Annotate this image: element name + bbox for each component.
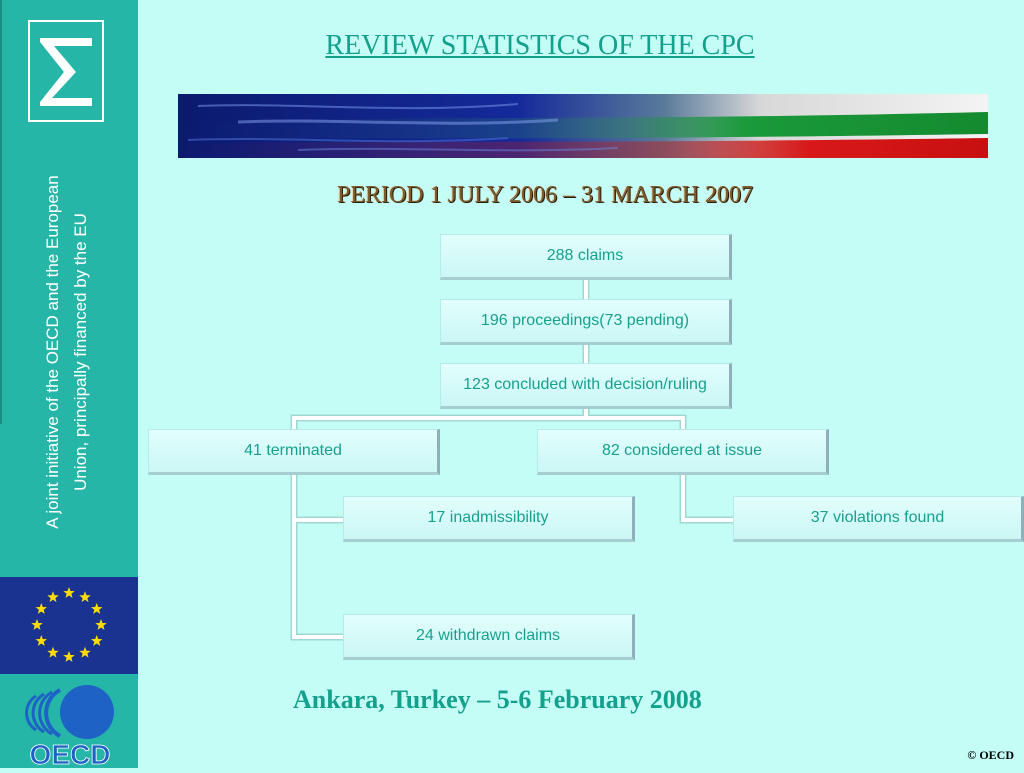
copyright: © OECD xyxy=(967,748,1014,762)
node-inadmissibility: 17 inadmissibility xyxy=(343,496,635,542)
period-heading: PERIOD 1 JULY 2006 – 31 MARCH 2007 xyxy=(336,182,754,208)
node-considered: 82 considered at issue xyxy=(537,429,829,475)
oecd-logo-text: OECD xyxy=(29,739,111,768)
slide-title: REVIEW STATISTICS OF THE CPC xyxy=(325,30,755,61)
sidebar-text-line-2: Union, principally financed by the EU xyxy=(71,213,90,491)
node-concluded: 123 concluded with decision/ruling xyxy=(440,363,732,409)
node-withdrawn: 24 withdrawn claims xyxy=(343,614,635,660)
node-terminated: 41 terminated xyxy=(148,429,440,475)
sidebar-text-line-1: A joint initiative of the OECD and the European xyxy=(43,175,62,529)
node-claims: 288 claims xyxy=(440,234,732,280)
node-violations: 37 violations found xyxy=(733,496,1024,542)
footer-location-date: Ankara, Turkey – 5-6 February 2008 xyxy=(293,685,702,714)
node-proceedings: 196 proceedings(73 pending) xyxy=(440,299,732,345)
